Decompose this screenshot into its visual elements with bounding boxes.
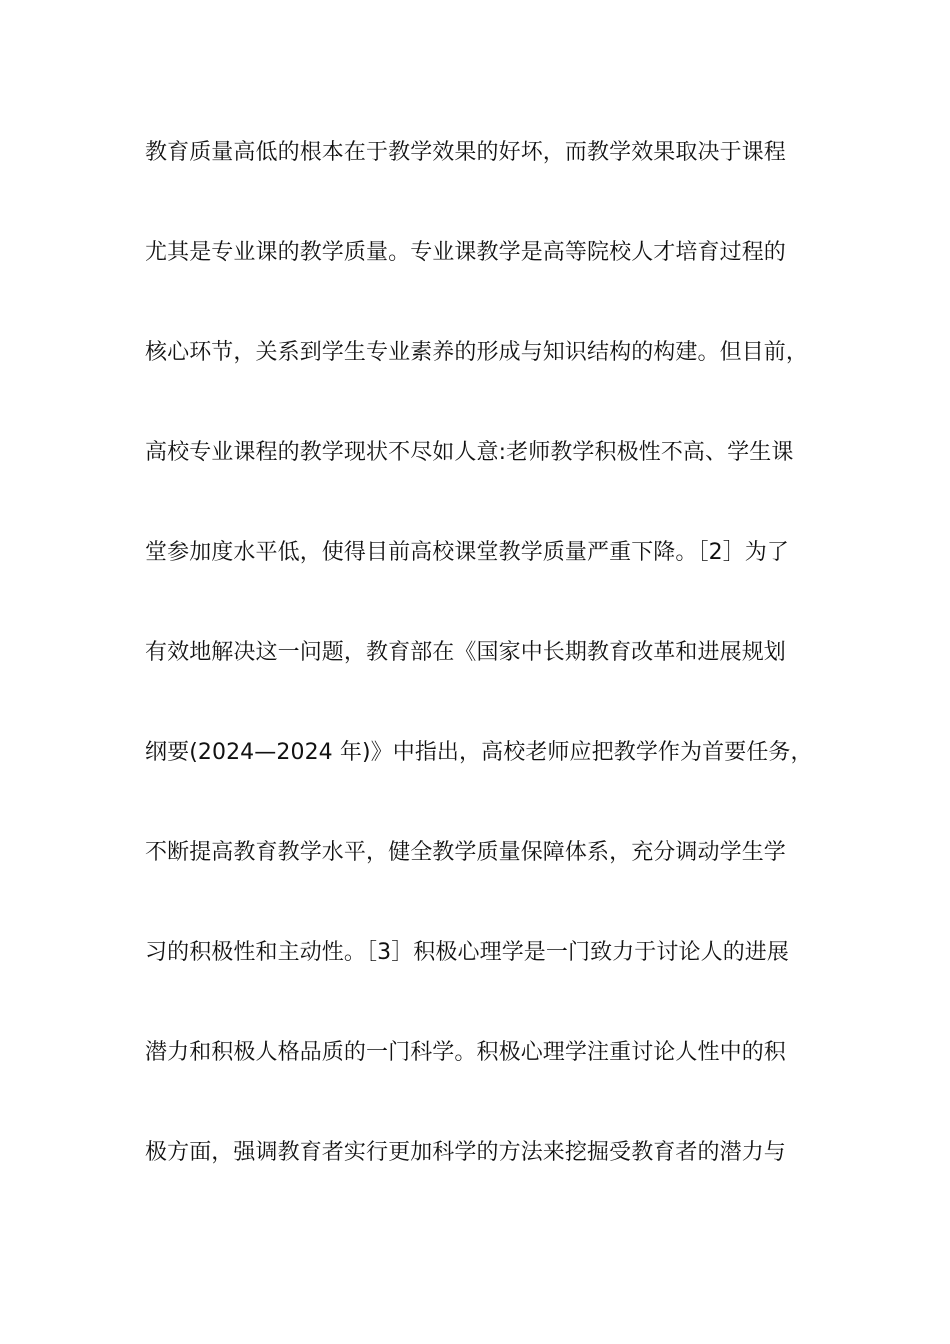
text-line: 纲要(2024—2024 年)》中指出，高校老师应把教学作为首要任务， bbox=[145, 740, 813, 765]
body-text bbox=[145, 131, 825, 1231]
text-line: 潜力和积极人格品质的一门科学。积极心理学注重讨论人性中的积 bbox=[145, 1040, 786, 1065]
text-line: 尤其是专业课的教学质量。专业课教学是高等院校人才培育过程的 bbox=[145, 240, 786, 265]
text-line: 高校专业课程的教学现状不尽如人意:老师教学积极性不高、学生课 bbox=[145, 440, 794, 465]
text-line: 习的积极性和主动性。［3］积极心理学是一门致力于讨论人的进展 bbox=[145, 940, 789, 965]
text-line: 极方面，强调教育者实行更加科学的方法来挖掘受教育者的潜力与 bbox=[145, 1140, 786, 1165]
text-line: 堂参加度水平低，使得目前高校课堂教学质量严重下降。［2］为了 bbox=[145, 540, 789, 565]
text-line: 不断提高教育教学水平，健全教学质量保障体系，充分调动学生学 bbox=[145, 840, 786, 865]
text-line: 有效地解决这一问题，教育部在《国家中长期教育改革和进展规划 bbox=[145, 640, 786, 665]
text-line: 教育质量高低的根本在于教学效果的好坏，而教学效果取决于课程 bbox=[145, 140, 786, 165]
text-line: 核心环节，关系到学生专业素养的形成与知识结构的构建。但目前， bbox=[145, 340, 809, 365]
